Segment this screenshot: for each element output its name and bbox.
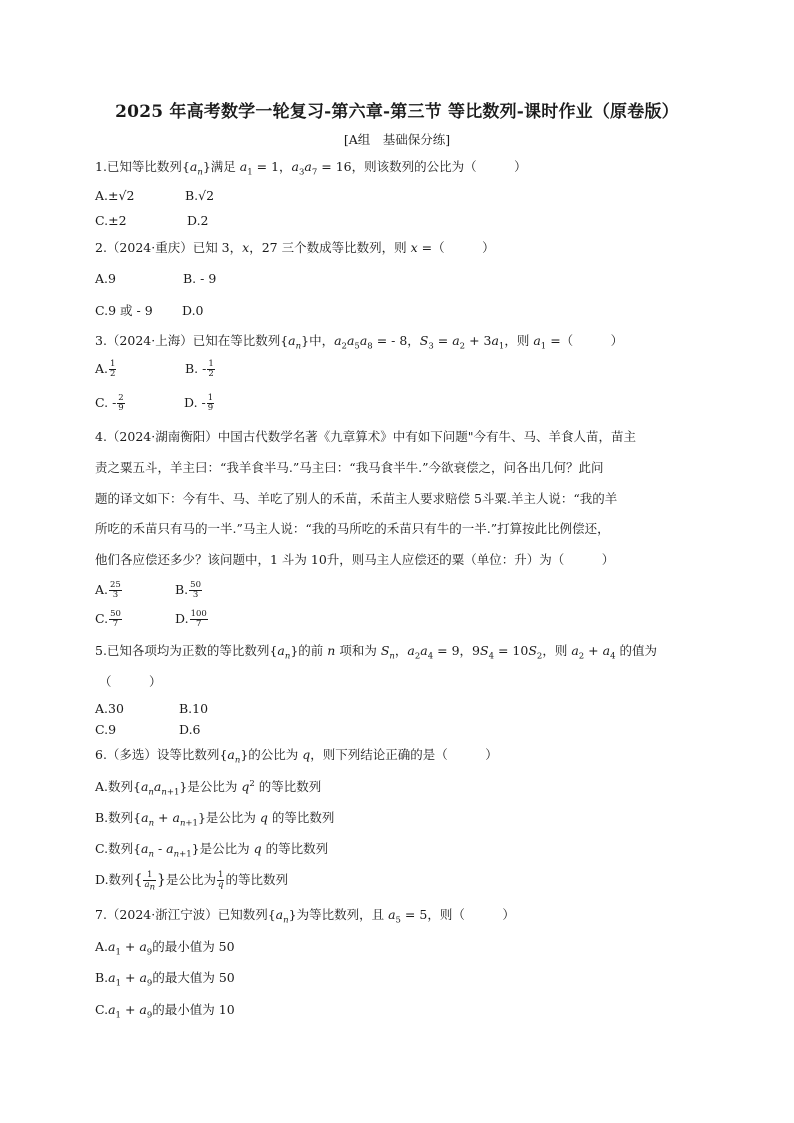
- question-5-option-c: C.9: [95, 722, 117, 737]
- question-1-option-c: C.±2: [95, 213, 127, 228]
- question-1-option-b: B.√2: [185, 188, 215, 203]
- question-3-option-d: D. - $\frac{1}{9}$: [184, 393, 214, 413]
- group-heading: [A组 基础保分练]: [343, 132, 451, 147]
- question-7-option-c: $C.a_1 + a_9$的最小值为 10: [95, 1002, 235, 1021]
- question-3-option-b: B. - $\frac{1}{2}$: [185, 359, 214, 379]
- question-4-line-2: 责之粟五斗，羊主曰：“我羊食半马.”马主曰：“我马食半牛.”今欲衰偿之，问各出几何？此问: [95, 460, 604, 475]
- question-6-option-a: A.数列$\{a_na_{n+1}\}$是公比为 $q^2$ 的等比数列: [95, 778, 322, 798]
- question-5-option-a: A.30: [95, 701, 124, 716]
- question-4-option-b: B. $\frac{50}{3}$: [175, 580, 201, 600]
- question-6-option-c: C.数列$\{a_n - a_{n+1}\}$是公比为 q 的等比数列: [95, 841, 329, 860]
- question-4-option-c: C. $\frac{50}{7}$: [95, 609, 121, 629]
- question-1-option-d: D.2: [187, 213, 209, 228]
- question-4-line-1: 4.（2024·湖南衡阳）中国古代数学名著《九章算术》中有如下问题"今有牛、马、羊食人苗，苗主: [95, 429, 636, 444]
- question-6-option-b: B.数列$\{a_n + a_{n+1}\}$是公比为 q 的等比数列: [95, 810, 335, 829]
- question-2-option-a: A.9: [95, 271, 116, 286]
- question-7-option-a: $A.a_1 + a_9$的最小值为 50: [95, 939, 235, 958]
- question-5-stem: 5.已知各项均为正数的等比数列$\{a_n\}$的前 n 项和为 $S_n$，$a_2a_4 = 9$，$9S_4 = 10S_2$，则 $a_2 + a_4$ 的值为: [95, 643, 657, 662]
- question-2-stem: 2.（2024·重庆）已知 3，x，27 三个数成等比数列，则 x =（ ）: [95, 240, 495, 255]
- question-2-option-b: B. - 9: [183, 271, 217, 286]
- question-3-option-c: C. - $\frac{2}{9}$: [95, 393, 124, 413]
- question-3-stem: 3.（2024·上海）已知在等比数列$\{a_n\}$中，$a_2a_5a_8$ = - 8，$S_3 = a_2 + 3a_1$，则 $a_1$ =（ ）: [95, 333, 624, 352]
- question-5-option-b: B.10: [179, 701, 209, 716]
- question-5-option-d: D.6: [179, 722, 201, 737]
- question-4-line-4: 所吃的禾苗只有马的一半.”马主人说：“我的马所吃的禾苗只有牛的一半.”打算按此比例偿还，: [95, 521, 610, 536]
- question-6-stem: 6.（多选）设等比数列$\{a_n\}$的公比为 q，则下列结论正确的是（ ）: [95, 747, 498, 766]
- question-4-line-5: 他们各应偿还多少？该问题中，1 斗为 10升，则马主人应偿还的粟（单位：升）为（ ）: [95, 552, 615, 567]
- question-1-option-a: A.±√2: [95, 188, 135, 203]
- question-3-option-a: A. $\frac{1}{2}$: [95, 359, 116, 379]
- question-6-option-d: D.数列{ $\frac{1}{a_n}$ }是公比为 $\frac{1}{q}$ 的等比数列: [95, 870, 288, 893]
- question-4-option-a: A. $\frac{25}{3}$: [95, 580, 121, 600]
- question-7-option-b: $B.a_1 + a_9$的最大值为 50: [95, 970, 235, 989]
- question-4-line-3: 题的译文如下：今有牛、马、羊吃了别人的禾苗，禾苗主人要求赔偿 5斗粟.羊主人说：“我的羊: [95, 491, 618, 506]
- question-2-option-c: C.9 或 - 9: [95, 303, 153, 318]
- question-4-option-d: D. $\frac{100}{7}$: [175, 609, 207, 629]
- question-5-paren: （ ）: [99, 674, 162, 689]
- question-1-stem: 1.已知等比数列$\{a_n\}$满足 $a_1 = 1$，$a_3a_7 = 16$，则该数列的公比为（ ）: [95, 159, 527, 178]
- question-2-option-d: D.0: [182, 303, 204, 318]
- question-7-stem: 7.（2024·浙江宁波）已知数列$\{a_n\}$为等比数列，且 $a_5 = 5$，则（ ）: [95, 907, 515, 926]
- page-title: 2025 年高考数学一轮复习-第六章-第三节 等比数列-课时作业（原卷版）: [115, 102, 679, 122]
